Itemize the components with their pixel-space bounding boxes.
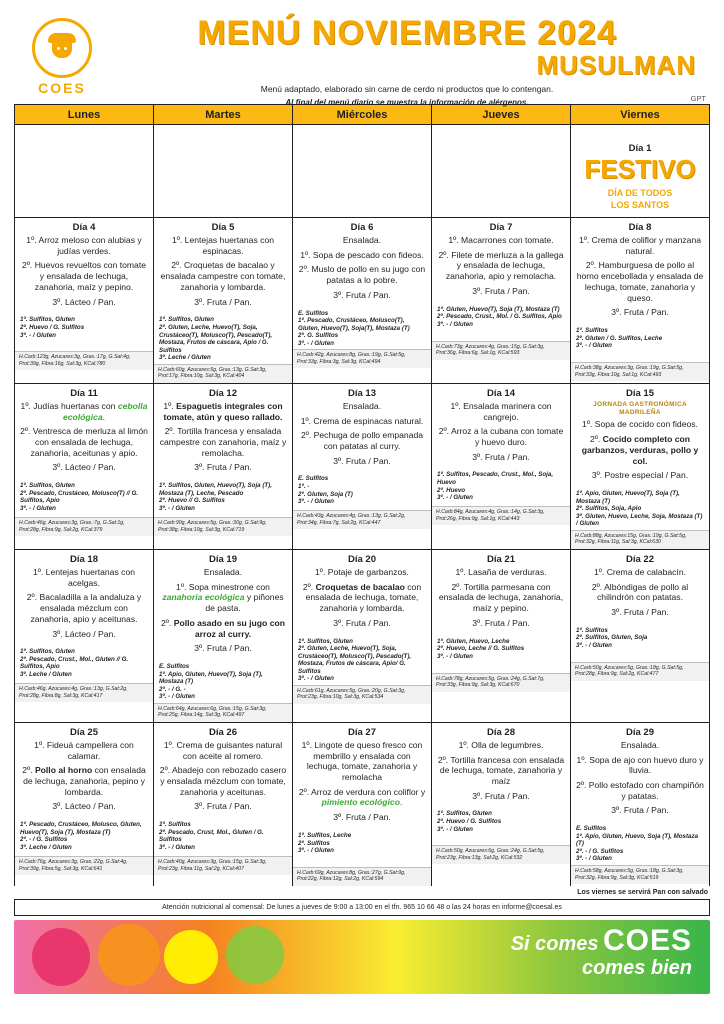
column-header-jueves: Jueves	[432, 105, 571, 125]
allergen-info: 1º. Sulfitos, Pescado, Crust., Mol., Soja, Huevo 2º. Huevo 3º. - / Gluten	[437, 471, 554, 502]
day-cell	[15, 218, 154, 384]
coes-logo	[14, 14, 110, 96]
dish-item: 3º. Fruta / Pan.	[194, 296, 252, 307]
day-cell	[293, 218, 432, 384]
dish-item: 1º. Olla de legumbres.	[458, 739, 544, 750]
page-header	[14, 0, 710, 107]
nutrition-info: H.Carb:43g, Azucares:4g, Gras.:13g, G.Sat:2g, Prot:34g, Fibra:7g, Sal:2g, KCal:447	[293, 510, 431, 529]
week-row	[15, 125, 710, 218]
day-content	[154, 218, 292, 383]
dish-item: 3º. Fruta / Pan.	[333, 812, 391, 823]
allergen-info: 1º. Sulfitos 2º. Gluten / G. Sulfitos, Leche 3º. - / Gluten	[576, 327, 663, 350]
allergen-info: E. Sulfitos 1º. - 2º. Gluten, Soja (T) 3º. - / Gluten	[298, 475, 353, 506]
slogan-line1: Si comes	[510, 932, 599, 955]
table-header-row	[15, 105, 710, 125]
dish-item: 2º. Bacaladilla a la andaluza y ensalada mézclum con zanahoria, apio y aceitunas.	[26, 592, 142, 624]
nutrition-info: H.Carb:58g, Azucares:5g, Gras.:18g, G.Sat:3g, Prot:32g, Fibra:9g, Sal:3g, KCal:519	[571, 865, 709, 884]
allergen-info: E. Sulfitos 1º. Apio, Gluten, Huevo(T), Soja (T), Mostaza (T) 2º. - / G. - 3º. - / Gluten	[159, 663, 263, 701]
dish-item: 2º. Croquetas de bacalao con ensalada de lechuga, tomate, zanahoria y lombarda.	[302, 581, 422, 614]
allergen-info: 1º. Sulfitos, Gluten 2º. Pescado, Crustáceo, Molusco(T) // G. Sulfitos, Apio 3º. - / Gluten	[20, 482, 139, 512]
nutrition-info: H.Carb:64g, Azucares:6g, Gras.:15g, G.Sat:3g, Prot:25g, Fibra:14g, Sal:3g, KCal:497	[154, 703, 292, 722]
day-content	[293, 550, 431, 704]
day-cell	[432, 549, 571, 722]
dish-item: 2º. Tortilla francesa con ensalada de lechuga, tomate, zanahoria y maíz	[437, 754, 565, 787]
dish-item: 3º. Fruta / Pan.	[472, 790, 530, 801]
dish-item: 1º. Ensalada marinera con cangrejo.	[450, 400, 552, 422]
day-content	[571, 218, 709, 381]
allergen-info: E. Sulfitos 1º. Pescado, Crustáceo, Molusco(T), Gluten, Huevo(T), Soja(T), Mostaza (T) 2º. G. Sulfitos 3º. - / Gluten	[298, 309, 410, 347]
adaptation-note: Menú adaptado, elaborado sin carne de cerdo ni productos que lo contengan.	[260, 84, 554, 94]
day-cell	[571, 722, 710, 886]
nutrition-info: H.Carb:50g, Azucares:6g, Gras.:24g, G.Sat:5g, Prot:23g, Fibra:13g, Sal:2g, KCal:532	[432, 845, 570, 864]
day-content	[571, 723, 709, 884]
dish-item: 3º. Fruta / Pan.	[611, 307, 669, 318]
title-block	[110, 14, 710, 107]
day-cell	[571, 218, 710, 384]
day-number: Día 13	[348, 387, 376, 399]
day-number: Día 6	[350, 222, 374, 233]
dish-item: 1º. Potaje de garbanzos.	[315, 566, 409, 577]
day-cell	[432, 383, 571, 549]
column-header-viernes: Viernes	[571, 105, 710, 125]
dish-item: 3º. Fruta / Pan.	[194, 801, 252, 812]
nutrition-info: H.Carb:50g, Azucares:5g, Gras.:18g, G.Sat:5g, Prot:28g, Fibra:9g, Sal:2g, KCal:477	[571, 662, 709, 681]
day-cell	[293, 549, 432, 722]
day-number: Día 5	[211, 222, 235, 233]
dish-item: 2º. Pollo asado en su jugo con arroz al curry.	[161, 617, 285, 639]
allergen-info: 1º. Apio, Gluten, Huevo(T), Soja (T), Mostaza (T) 2º. Sulfitos, Soja, Apio 3º. Gluten, Huevo, Leche, Soja, Mostaza (T) / Gluten	[576, 490, 703, 528]
dish-item: 3º. Fruta / Pan.	[472, 617, 530, 628]
kiwi-icon	[226, 926, 284, 984]
allergen-info: 1º. Sulfitos, Gluten, Huevo(T), Soja (T), Mostaza (T), Leche, Pescado 2º. Huevo // G. Sulfitos 3º. - / Gluten	[159, 482, 272, 512]
day-cell	[571, 549, 710, 722]
dish-item: 2º. Muslo de pollo en su jugo con patatas a lo pobre.	[298, 264, 426, 286]
nutrition-info: H.Carb:61g, Azucares:5g, Gras.:20g, G.Sat:3g, Prot:23g, Fibra:10g, Sal:3g, KCal:534	[293, 685, 431, 704]
day-cell	[15, 383, 154, 549]
nutrition-info: H.Carb:42g, Azucares:8g, Gras.:19g, G.Sat:5g, Prot:33g, Fibra:3g, Sal:3g, KCal:494	[293, 349, 431, 368]
week-row	[15, 722, 710, 886]
dish-item: 3º. Fruta / Pan.	[472, 285, 530, 296]
day-cell	[293, 722, 432, 886]
dish-item: 3º. Lácteo / Pan.	[52, 296, 116, 307]
dish-item: Ensalada.	[342, 235, 382, 245]
dish-item: 1º. Crema de coliflor y manzana natural.	[578, 235, 702, 256]
day-number: Día 1	[628, 143, 652, 154]
day-number: Día 19	[209, 553, 237, 565]
day-number: Día 18	[70, 553, 98, 565]
allergen-info: 1º. Sulfitos 2º. Pescado, Crust, Mol., Gluten / G. Sulfitos 3º. - / Gluten	[159, 821, 264, 851]
menu-table	[14, 104, 710, 886]
day-number: Día 28	[487, 726, 515, 738]
dish-item: 3º. Lácteo / Pan.	[52, 462, 116, 473]
day-cell	[15, 549, 154, 722]
nutrition-info: H.Carb:84g, Azucares:4g, Gras.:14g, G.Sat:3g, Prot:26g, Fibra:9g, Sal:1g, KCal:443	[432, 506, 570, 525]
dish-item: 3º. Lácteo / Pan.	[52, 801, 116, 812]
gpt-code: GPT	[690, 94, 706, 103]
allergen-info: E. Sulfitos 1º. Apio, Gluten, Huevo, Soja (T), Mostaza (T) 2º. - / G. Sulfitos 3º. - / Gluten	[576, 825, 699, 863]
week-row	[15, 549, 710, 722]
nutrition-info: H.Carb:123g, Azucares:3g, Gras.:17g, G.Sat:4g, Prot:39g, Fibra:16g, Sal:3g, KCal:780	[15, 351, 153, 370]
dish-item: 2º. Tortilla francesa y ensalada campestre con zanahoria, maíz y remolacha.	[159, 426, 287, 458]
slogan-block	[510, 923, 692, 979]
dish-item: 3º. Lácteo / Pan.	[52, 628, 116, 639]
orange-icon	[98, 924, 160, 986]
day-cell	[154, 125, 293, 218]
dish-item: 1º. Fideuá campellera con calamar.	[34, 739, 134, 761]
dish-item: 2º. Croquetas de bacalao y ensalada campestre con tomate, zanahoria y lombarda.	[160, 260, 286, 292]
watermelon-icon	[32, 928, 90, 986]
dish-item: 1º. Lasaña de verduras.	[455, 566, 547, 577]
festivo-cell	[571, 125, 709, 213]
dish-item: 1º. Lentejas huertanas con espinacas.	[171, 235, 275, 256]
nutrition-info: H.Carb:46g, Azucares:3g, Gras.:7g, G.Sat:1g, Prot:28g, Fibra:9g, Sal:2g, KCal:379	[15, 517, 153, 536]
dish-item: 1º. Lentejas huertanas con acelgas.	[32, 566, 136, 588]
day-cell	[571, 125, 710, 218]
week-row	[15, 383, 710, 549]
day-cell	[154, 549, 293, 722]
day-number: Día 22	[626, 553, 654, 565]
day-cell	[154, 722, 293, 886]
dish-item: 3º. Fruta / Pan.	[333, 455, 391, 466]
nutrition-info: H.Carb:40g, Azucares:3g, Gras.:15g, G.Sat:3g, Prot:23g, Fibra:11g, Sal:2g, KCal:407	[154, 856, 292, 875]
dish-item: 3º. Fruta / Pan.	[194, 643, 252, 654]
dish-item: 3º. Postre especial / Pan.	[591, 470, 689, 481]
dish-item: 2º. Ventresca de merluza al limón con ensalada de lechuga, zanahoria, aceitunas y apio.	[20, 426, 148, 458]
dish-item: 3º. Fruta / Pan.	[333, 289, 391, 300]
slogan-line2: comes bien	[581, 956, 692, 979]
day-cell	[432, 125, 571, 218]
column-header-lunes: Lunes	[15, 105, 154, 125]
allergen-info: 1º. Sulfitos, Gluten 2º. Huevo / G. Sulfitos 3º. - / Gluten	[437, 810, 502, 833]
dish-item: 1º. Judías huertanas con cebolla ecológica.	[20, 400, 148, 422]
dish-item: 1º. Sopa de cocido con fideos.	[582, 419, 698, 430]
dish-item: 2º. Cocido completo con garbanzos, verduras, pollo y col.	[581, 434, 699, 466]
dish-item: 3º. Fruta / Pan.	[611, 607, 669, 618]
day-content	[154, 550, 292, 722]
column-header-martes: Martes	[154, 105, 293, 125]
festivo-title: FESTIVO	[584, 154, 696, 184]
dish-item: 2º. Pollo al horno con ensalada de lechuga, zanahoria, pepino y lombarda.	[22, 765, 146, 797]
dish-item: 2º. Pechuga de pollo empanada con patatas al curry.	[300, 430, 424, 451]
day-number: Día 8	[628, 222, 652, 233]
day-content	[15, 550, 153, 702]
nutrition-info: H.Carb:69g, Azucares:8g, Gras.:27g, G.Sat:9g, Prot:22g, Fibra:12g, Sal:2g, KCal:594	[293, 867, 431, 886]
page-title: MENÚ NOVIEMBRE 2024	[197, 14, 617, 52]
day-content	[154, 723, 292, 875]
dish-item: 2º. Albóndigas de pollo al chilindrón con patatas.	[591, 581, 689, 603]
day-number: Día 11	[70, 387, 98, 399]
day-content	[432, 550, 570, 692]
day-cell	[15, 125, 154, 218]
day-cell	[154, 383, 293, 549]
day-cell	[432, 722, 571, 886]
day-number: Día 29	[626, 726, 654, 738]
logo-text: COES	[38, 80, 86, 96]
day-content	[293, 384, 431, 530]
dish-item: 1º. Crema de espinacas natural.	[300, 415, 424, 426]
dish-item: 3º. Fruta / Pan.	[611, 805, 669, 816]
day-content	[15, 723, 153, 875]
dish-item: Ensalada.	[620, 739, 660, 750]
day-content	[293, 218, 431, 368]
day-number: Día 15	[626, 387, 654, 399]
nutrition-info: H.Carb:46g, Azucares:4g, Gras.:13g, G.Sat:2g, Prot:28g, Fibra:8g, Sal:3g, KCal:417	[15, 683, 153, 702]
day-cell	[432, 218, 571, 384]
jornada-label: JORNADA GASTRONÓMICA MADRILEÑA	[593, 400, 687, 416]
day-cell	[293, 125, 432, 218]
day-content	[432, 384, 570, 526]
allergen-info: 1º. Sulfitos, Gluten 2º. Gluten, Leche, Huevo(T), Soja, Crustáceo(T), Molusco(T), Pescado(T), Mostaza, Frutos de cáscara, Apio/ G. Sulfitos 3º. - / Gluten	[298, 637, 412, 683]
day-number: Día 4	[72, 222, 96, 233]
bottom-color-band	[14, 920, 710, 994]
dish-item: 1º. Arroz meloso con alubias y judías verdes.	[26, 235, 142, 256]
day-cell	[15, 722, 154, 886]
dish-item: 1º. Lingote de queso fresco con membrillo y ensalada con lechuga, tomate, zanahoria y remolacha	[301, 739, 423, 783]
day-number: Día 12	[209, 387, 237, 399]
nutrition-info: H.Carb:78g, Azucares:5g, Gras.:24g, G.Sat:7g, Prot:33g, Fibra:9g, Sal:3g, KCal:670	[432, 673, 570, 692]
dish-item: 1º. Crema de calabacín.	[594, 566, 686, 577]
allergen-info: 1º. Sulfitos, Leche 2º. Sulfitos 3º. - / Gluten	[298, 831, 352, 855]
nutrition-info: H.Carb:73g, Azucares:4g, Gras.:15g, G.Sat:3g, Prot:36g, Fibra:6g, Sal:1g, KCal:593	[432, 341, 570, 360]
dish-item: 2º. Huevos revueltos con tomate y ensalada de lechuga, zanahoria, maíz y pepino.	[22, 260, 146, 292]
nutrition-info: H.Carb:88g, Azucares:15g, Gras.:19g, G.Sat:5g, Prot:32g, Fibra:11g, Sal:3g, KCal:630	[571, 530, 709, 549]
day-number: Día 7	[489, 222, 513, 233]
allergen-note: Al final del menú diario se muestra la información de alérgenos.	[285, 98, 529, 107]
day-content	[432, 723, 570, 865]
day-cell	[571, 383, 710, 549]
allergen-info: 1º. Gluten, Huevo(T), Soja (T), Mostaza (T) 2º. Pescado, Crust., Mol. / G. Sulfitos, Apio 3º. - / Gluten	[437, 305, 562, 328]
day-content	[15, 218, 153, 370]
day-number: Día 14	[487, 387, 515, 399]
dish-item: 2º. Tortilla parmesana con ensalada de lechuga, zanahoria, maíz y pepino.	[438, 581, 564, 614]
day-number: Día 21	[487, 553, 515, 565]
day-number: Día 26	[209, 726, 237, 738]
logo-circle-icon	[32, 18, 92, 78]
dish-item: Ensalada.	[342, 400, 382, 411]
day-content	[154, 384, 292, 536]
dish-item: 2º. Pollo estofado con champiñón y patatas.	[576, 780, 704, 801]
day-content	[571, 550, 709, 681]
day-content	[432, 218, 570, 360]
allergen-info: 1º. Sulfitos, Gluten 2º. Gluten, Leche, Huevo(T), Soja, Crustáceo(T), Molusco(T), Pescado(T), Mostaza, Frutos de cáscara, Apio / G. Sulfitos 3º. Leche / Gluten	[159, 316, 273, 362]
nutrition-contact-bar: Atención nutricional al comensal: De lunes a jueves de 9:00 a 13:00 en el tfn. 965 10 66 48 o las 24 horas en informe@coesal.es	[14, 899, 710, 916]
dish-item: 1º. Crema de guisantes natural con aceite al romero.	[163, 739, 283, 761]
day-number: Día 25	[70, 726, 98, 738]
allergen-info: 1º. Gluten, Huevo, Leche 2º. Huevo, Leche // G. Sulfitos 3º. - / Gluten	[437, 637, 525, 660]
allergen-info: 1º. Sulfitos 2º. Sulfitos, Gluten, Soja 3º. - / Gluten	[576, 626, 648, 649]
dish-item: 2º. Filete de merluza a la gallega y ensalada de lechuga, zanahoria, apio y remolacha.	[438, 249, 564, 282]
allergen-info: 1º. Sulfitos, Gluten 2º. Pescado, Crust., Mol., Gluten // G. Sulfitos, Apio 3º. Leche / Gluten	[20, 648, 129, 678]
day-content	[15, 384, 153, 536]
dish-item: 3º. Fruta / Pan.	[472, 451, 530, 462]
dish-item: 1º. Macarrones con tomate.	[448, 235, 554, 245]
day-cell	[293, 383, 432, 549]
dish-item: Ensalada.	[203, 566, 243, 577]
day-content	[571, 384, 709, 549]
column-header-miercoles: Miércoles	[293, 105, 432, 125]
day-cell	[154, 218, 293, 384]
dish-item: 3º. Fruta / Pan.	[333, 617, 391, 628]
allergen-info: 1º. Pescado, Crustáceo, Molusco, Gluten, Huevo(T), Soja (T), Mostaza (T) 2º. - / G. Sulfitos 3º. Leche / Gluten	[20, 821, 142, 851]
dish-item: 1º. Sopa de pescado con fideos.	[300, 249, 424, 260]
dish-item: 3º. Fruta / Pan.	[194, 462, 252, 473]
dish-item: 2º. Arroz a la cubana con tomate y huevo duro.	[438, 426, 564, 447]
nutrition-info: H.Carb:76g, Azucares:3g, Gras.:22g, G.Sat:4g, Prot:39g, Fibra:5g, Sal:3g, KCal:641	[15, 856, 153, 875]
slogan-brand: COES	[602, 923, 692, 957]
dish-item: 1º. Sopa minestrone con zanahoria ecológica y piñones de pasta.	[162, 581, 284, 614]
chef-face-icon	[45, 33, 79, 63]
day-number: Día 27	[348, 726, 376, 738]
allergen-info: 1º. Sulfitos, Gluten 2º. Huevo / G. Sulfitos 3º. - / Gluten	[20, 316, 85, 339]
festivo-subtitle: DÍA DE TODOS LOS SANTOS	[607, 188, 673, 210]
nutrition-info: H.Carb:60g, Azucares:5g, Gras.:13g, G.Sat:3g, Prot:17g, Fibra:10g, Sal:3g, KCal:404	[154, 364, 292, 383]
dish-item: 1º. Sopa de ajo con huevo duro y lluvia.	[576, 754, 704, 776]
dish-item: 2º. Abadejo con rebozado casero y ensalada mézclum con tomate, zanahoria y aceitunas.	[159, 765, 287, 797]
dish-item: 2º. Hamburguesa de pollo al horno encebollada y ensalada de lechuga, tomate, zanahoria y queso.	[576, 260, 704, 303]
nutrition-info: H.Carb:38g, Azucares:3g, Gras.:19g, G.Sat:5g, Prot:33g, Fibra:10g, Sal:1g, KCal:493	[571, 362, 709, 381]
dish-item: 2º. Arroz de verdura con coliflor y pimiento ecológico.	[298, 786, 426, 808]
nutrition-info: H.Carb:90g, Azucares:5g, Gras.:30g, G.Sat:9g, Prot:38g, Fibra:10g, Sal:3g, KCal:719	[154, 517, 292, 536]
page-subtitle: MUSULMAN	[536, 50, 696, 80]
bread-note: Los viernes se servirá Pan con salvado	[577, 888, 708, 896]
dish-item: 1º. Espaguetis integrales con tomate, atún y queso rallado.	[163, 400, 283, 422]
day-number: Día 20	[348, 553, 376, 565]
lemon-icon	[164, 930, 218, 984]
day-content	[293, 723, 431, 886]
week-row	[15, 218, 710, 384]
